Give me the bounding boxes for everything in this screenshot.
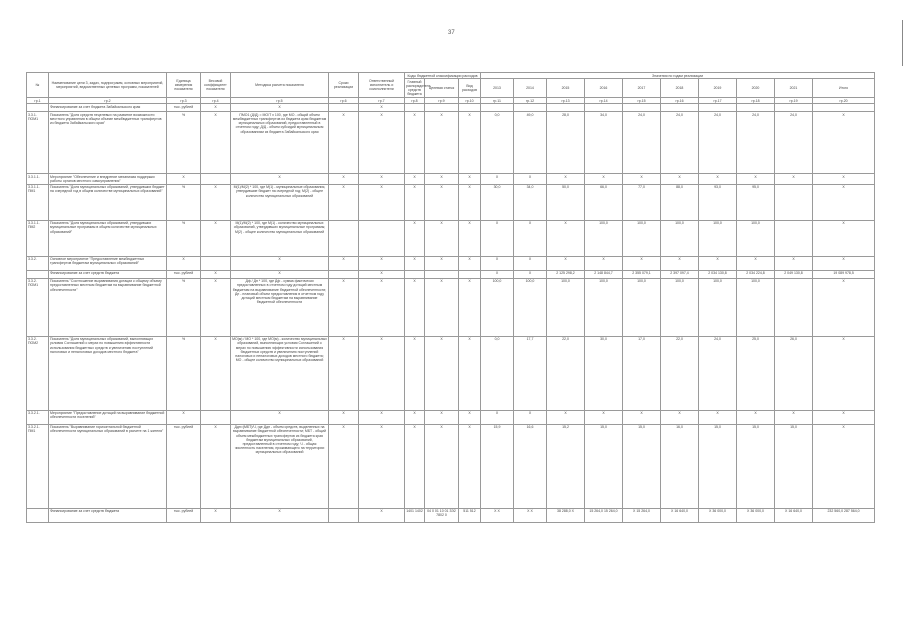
table-cell: 24,0 bbox=[699, 336, 737, 410]
row-name-cell: Показатель "Доля муниципальных образований, утвердивших бюджет на очередной год в общем количестве муниципальных образований" bbox=[49, 184, 167, 220]
row-name-cell: Показатель "Доля муниципальных образований, утвердивших муниципальные программы в общем количестве муниципальных образований" bbox=[49, 220, 167, 256]
table-row bbox=[27, 256, 875, 270]
table-cell: Х bbox=[623, 256, 661, 270]
table-cell: Х bbox=[201, 336, 231, 410]
table-cell: 2 034 130,8 bbox=[699, 270, 737, 278]
table-cell: 24,0 bbox=[699, 112, 737, 174]
table-row bbox=[27, 174, 875, 184]
table-cell: Х bbox=[813, 112, 875, 174]
table-cell: % bbox=[167, 278, 201, 336]
row-name-cell: Показатель "Соотношение выравнивания дотации к общему объему предоставленных местным бюджетам на выравнивание бюджетной обеспеченности" bbox=[49, 278, 167, 336]
table-cell: 88,0 bbox=[661, 184, 699, 220]
table-cell: Х bbox=[481, 410, 514, 424]
table-cell: Х bbox=[359, 184, 405, 220]
table-cell: Х Х bbox=[481, 508, 514, 522]
column-number-cell: гр.7 bbox=[359, 98, 405, 104]
table-cell: Х bbox=[547, 220, 585, 256]
table-cell: % bbox=[167, 336, 201, 410]
table-row bbox=[27, 424, 875, 508]
table-cell: Х bbox=[481, 220, 514, 256]
table-cell: Х bbox=[661, 256, 699, 270]
table-cell bbox=[699, 104, 737, 112]
table-cell: Х bbox=[359, 104, 405, 112]
table-cell: Х bbox=[405, 220, 425, 256]
table-cell: Х bbox=[459, 174, 481, 184]
table-cell: Х bbox=[405, 278, 425, 336]
table-cell bbox=[775, 104, 813, 112]
table-cell bbox=[201, 256, 231, 270]
header-unit: Единица измерения показателя bbox=[167, 73, 201, 98]
header-year: 2017 bbox=[623, 79, 661, 98]
header-executors: Ответственный исполнитель и соисполнители bbox=[359, 73, 405, 98]
row-code-cell: 3.3.2. ПОМ1 bbox=[27, 278, 49, 336]
table-cell: Х bbox=[813, 336, 875, 410]
column-number-cell: гр.10 bbox=[459, 98, 481, 104]
table-cell: Х bbox=[514, 220, 547, 256]
table-cell: Х bbox=[425, 278, 459, 336]
table-cell: Х bbox=[231, 256, 329, 270]
table-cell: 511 512 bbox=[459, 508, 481, 522]
table-cell: Х bbox=[329, 424, 359, 508]
table-cell: Х bbox=[167, 256, 201, 270]
table-cell: Х bbox=[425, 256, 459, 270]
table-cell: Х bbox=[737, 256, 775, 270]
table-row bbox=[27, 508, 875, 522]
table-cell: Х bbox=[514, 410, 547, 424]
column-number-cell: гр.9 bbox=[425, 98, 459, 104]
table-cell: Х bbox=[231, 174, 329, 184]
table-cell: 38 288,0 Х bbox=[547, 508, 585, 522]
table-cell: 34,0 bbox=[585, 112, 623, 174]
table-cell bbox=[459, 270, 481, 278]
table-row bbox=[27, 220, 875, 256]
row-name-cell: Показатель "Выравнивание горизонтальной бюджетной обеспеченности муниципальных образований в расчете на 1 жителя" bbox=[49, 424, 167, 508]
table-cell bbox=[329, 104, 359, 112]
table-cell bbox=[359, 220, 405, 256]
table-cell: тыс. рублей bbox=[167, 508, 201, 522]
table-cell: Х bbox=[201, 220, 231, 256]
table-cell: 22,0 bbox=[661, 336, 699, 410]
table-row bbox=[27, 270, 875, 278]
table-cell: 04 0 01 10 01 3Э2 7802 0 bbox=[425, 508, 459, 522]
row-name-cell: Показатель "Доля муниципальных образований, выполняющих условия Соглашений о мерах по повышению эффективности использования бюджетных средств и увеличению поступлений налоговых и неналоговых доходов местного бюджета" bbox=[49, 336, 167, 410]
table-cell: Х bbox=[359, 508, 405, 522]
row-code-cell: 3.3.1.1. bbox=[27, 174, 49, 184]
table-cell: Х bbox=[459, 112, 481, 174]
table-cell: 17,0 bbox=[623, 336, 661, 410]
table-cell: Х bbox=[359, 270, 405, 278]
table-cell: 34,0 bbox=[514, 184, 547, 220]
table-cell: Х bbox=[201, 184, 231, 220]
table-cell: 15,2 bbox=[547, 424, 585, 508]
column-number-cell: гр.6 bbox=[329, 98, 359, 104]
table-cell: М(1)/М(2) * 100, где М(1) - муниципальные образования, утвердившие бюджет на очередной год; М(2) - общее количество муниципальных образований bbox=[231, 184, 329, 220]
table-row bbox=[27, 104, 875, 112]
table-cell: Х bbox=[585, 256, 623, 270]
table-cell: Ддн=(МБТ)/Ч, где Ддн - объем средств, выделенных на выравнивание бюджетной обеспеченности; МБТ - общий объем межбюджетных трансфертов из бюджета края бюджетам муниципальных образований, предоставленный в отчетном году; Ч - общая численность населения, проживающего на территории муниципальных образований bbox=[231, 424, 329, 508]
column-number-cell: гр.11 bbox=[481, 98, 514, 104]
table-cell: 100,0 bbox=[737, 220, 775, 256]
table-cell: М(1)/М(2) * 100, где М(1) - количество муниципальных образований, утвердивших муниципальные программы; М(2) - общее количество муниципальных образований bbox=[231, 220, 329, 256]
table-cell: Х bbox=[329, 278, 359, 336]
table-cell: Х bbox=[813, 410, 875, 424]
table-cell: Х bbox=[201, 424, 231, 508]
table-cell: Х 16 640,0 bbox=[775, 508, 813, 522]
table-cell: Х bbox=[405, 410, 425, 424]
table-cell: Х bbox=[405, 174, 425, 184]
table-cell: Х bbox=[699, 410, 737, 424]
table-cell bbox=[405, 270, 425, 278]
table-cell: Х bbox=[167, 174, 201, 184]
column-number-cell: гр.20 bbox=[813, 98, 875, 104]
table-cell: 2 397 097,4 bbox=[661, 270, 699, 278]
table-cell bbox=[459, 104, 481, 112]
table-cell: Х bbox=[481, 174, 514, 184]
table-cell: 30,0 bbox=[585, 336, 623, 410]
page-edge-mark bbox=[902, 20, 903, 66]
table-cell: тыс. рублей bbox=[167, 270, 201, 278]
table-cell: Х bbox=[459, 220, 481, 256]
table-cell: Х bbox=[201, 508, 231, 522]
table-cell: Х bbox=[201, 112, 231, 174]
column-number-cell: гр.4 bbox=[201, 98, 231, 104]
row-code-cell: 3.3.2.1. ПМ1 bbox=[27, 424, 49, 508]
table-cell: 77,0 bbox=[623, 184, 661, 220]
table-row bbox=[27, 184, 875, 220]
table-cell: Х bbox=[514, 270, 547, 278]
table-cell bbox=[425, 270, 459, 278]
table-cell: 16,6 bbox=[514, 424, 547, 508]
table-cell: Х bbox=[329, 184, 359, 220]
table-row bbox=[27, 410, 875, 424]
table-cell: Х bbox=[813, 424, 875, 508]
table-cell: 0,0 bbox=[481, 112, 514, 174]
table-cell: 24,0 bbox=[623, 112, 661, 174]
header-year: 2014 bbox=[514, 79, 547, 98]
table-cell: 232 560,0 287 564,0 bbox=[813, 508, 875, 522]
table-cell: Х bbox=[201, 104, 231, 112]
table-cell: Х bbox=[813, 174, 875, 184]
table-cell: Х bbox=[813, 184, 875, 220]
table-cell: Х bbox=[459, 256, 481, 270]
table-cell: Х bbox=[775, 174, 813, 184]
table-cell: Х bbox=[359, 410, 405, 424]
table-cell: Х bbox=[405, 112, 425, 174]
table-cell: 95,0 bbox=[737, 184, 775, 220]
table-cell: 24,0 bbox=[661, 112, 699, 174]
table-cell: % bbox=[167, 184, 201, 220]
row-code-cell: 3.3.2. bbox=[27, 256, 49, 270]
table-row bbox=[27, 278, 875, 336]
table-cell bbox=[201, 410, 231, 424]
table-cell bbox=[623, 104, 661, 112]
table-cell: Х bbox=[405, 256, 425, 270]
table-body bbox=[27, 104, 875, 522]
table-cell: Х bbox=[425, 410, 459, 424]
table-cell: Х bbox=[405, 336, 425, 410]
row-code-cell bbox=[27, 508, 49, 522]
table-row bbox=[27, 112, 875, 174]
row-code-cell bbox=[27, 104, 49, 112]
table-cell: 15 264,0 15 264,0 bbox=[585, 508, 623, 522]
table-cell: 16,0 bbox=[661, 424, 699, 508]
table-cell: Х bbox=[231, 270, 329, 278]
table-cell: % bbox=[167, 220, 201, 256]
table-cell bbox=[775, 220, 813, 256]
table-cell: Х bbox=[359, 112, 405, 174]
table-cell: Х bbox=[623, 410, 661, 424]
table-cell: ПМО1 (Д/Д) = МО/Т х 100, где МО - общий объем межбюджетных трансфертов из бюджета края бюджетам муниципальных образований, предоставленный в отчетном году; Д/Д - объем субсидий муниципальным образованиям из бюджета Забайкальского края bbox=[231, 112, 329, 174]
table-cell: Х bbox=[231, 104, 329, 112]
table-cell: 28,0 bbox=[547, 112, 585, 174]
program-indicators-table bbox=[26, 72, 875, 523]
header-year: 2016 bbox=[585, 79, 623, 98]
table-cell: Х bbox=[425, 112, 459, 174]
table-cell: Х bbox=[329, 256, 359, 270]
table-cell: Х bbox=[405, 184, 425, 220]
column-number-cell: гр.15 bbox=[623, 98, 661, 104]
table-cell: Х bbox=[547, 410, 585, 424]
table-cell: Х bbox=[775, 410, 813, 424]
table-cell: Х bbox=[699, 256, 737, 270]
table-cell: Х bbox=[459, 184, 481, 220]
header-deadline: Сроки реализации bbox=[329, 73, 359, 98]
row-code-cell: 3.3.1.1. ПМ2 bbox=[27, 220, 49, 256]
column-number-cell: гр.16 bbox=[661, 98, 699, 104]
table-cell: Х bbox=[585, 410, 623, 424]
row-name-cell: Основное мероприятие "Предоставление межбюджетных трансфертов бюджетам муниципальных образований" bbox=[49, 256, 167, 270]
header-method: Методика расчета показателя bbox=[231, 73, 329, 98]
table-cell: Х bbox=[661, 174, 699, 184]
table-cell: Х 15 264,0 bbox=[623, 508, 661, 522]
table-cell bbox=[775, 278, 813, 336]
header-year: 2018 bbox=[661, 79, 699, 98]
table-cell: Х bbox=[623, 174, 661, 184]
table-cell: Х bbox=[329, 174, 359, 184]
header-target-article: Целевая статья bbox=[425, 79, 459, 98]
table-cell: Х bbox=[405, 424, 425, 508]
table-cell: Х bbox=[481, 256, 514, 270]
row-name-cell: Показатель "Доля средств нецелевых на развитие возможности местного управления в общем объеме межбюджетных трансфертов из бюджета Забайкальского края" bbox=[49, 112, 167, 174]
table-cell: 93,0 bbox=[699, 184, 737, 220]
table-cell: Х bbox=[547, 174, 585, 184]
table-cell bbox=[813, 104, 875, 112]
column-number-cell: гр.17 bbox=[699, 98, 737, 104]
header-year: 2020 bbox=[737, 79, 775, 98]
table-cell: 15,9 bbox=[481, 424, 514, 508]
table-row bbox=[27, 336, 875, 410]
table-cell: 26,0 bbox=[775, 336, 813, 410]
table-cell: 66,0 bbox=[585, 184, 623, 220]
table-cell bbox=[329, 220, 359, 256]
column-number-cell: гр.8 bbox=[405, 98, 425, 104]
header-weight: Весовой коэффициент показателя bbox=[201, 73, 231, 98]
table-cell bbox=[481, 104, 514, 112]
table-cell bbox=[425, 104, 459, 112]
table-cell: Дф / Дп * 100, где Дф - сумма фактически предоставленных в отчетном году дотаций местным бюджетам на выравнивание бюджетной обеспеченности; Дп - плановый объем предоставления в отчетном году дотаций местным бюджетам на выравнивание бюджетной обеспеченности bbox=[231, 278, 329, 336]
table-cell: МО(м) / МО * 100, где МО(м) - количество муниципальных образований, выполняющих условия Соглашений о мерах по повышению эффективности использования бюджетных средств и увеличению поступлений налоговых и неналоговых доходов местного бюджета; МО - общее количество муниципальных образований bbox=[231, 336, 329, 410]
table-cell: 15,0 bbox=[737, 424, 775, 508]
header-budget-group: Коды бюджетной классификации расходов bbox=[405, 73, 481, 79]
table-cell: 0,0 bbox=[481, 336, 514, 410]
table-cell: 49,0 bbox=[514, 112, 547, 174]
table-cell: Х bbox=[425, 174, 459, 184]
table-cell: Х bbox=[737, 410, 775, 424]
table-cell: тыс. рублей bbox=[167, 424, 201, 508]
table-cell: Х bbox=[329, 336, 359, 410]
table-cell: Х bbox=[425, 184, 459, 220]
table-cell: 100,0 bbox=[547, 278, 585, 336]
page-number: 37 bbox=[448, 30, 455, 36]
table-cell: % bbox=[167, 112, 201, 174]
table-cell: 100,0 bbox=[661, 278, 699, 336]
table-cell: Х bbox=[514, 174, 547, 184]
table-cell: 15,0 bbox=[775, 424, 813, 508]
table-cell: Х bbox=[201, 270, 231, 278]
table-cell: Х bbox=[459, 424, 481, 508]
table-cell: 2 034 224,8 bbox=[737, 270, 775, 278]
header-year: 2021 bbox=[775, 79, 813, 98]
table-cell bbox=[547, 104, 585, 112]
table-cell: Х 16 640,0 bbox=[661, 508, 699, 522]
table-cell: 100,0 bbox=[699, 278, 737, 336]
header-name: Наименование цели 3, задач, подпрограмм, основных мероприятий, мероприятий, ведомственных целевых программ, показателей bbox=[49, 73, 167, 98]
row-code-cell: 3.3.2.1. bbox=[27, 410, 49, 424]
header-year: 2019 bbox=[699, 79, 737, 98]
column-number-cell: гр.14 bbox=[585, 98, 623, 104]
table-cell: Х bbox=[359, 336, 405, 410]
table-cell: Х bbox=[359, 424, 405, 508]
table-cell: Х bbox=[201, 278, 231, 336]
table-cell: 100,0 bbox=[623, 220, 661, 256]
table-cell: 25,0 bbox=[737, 336, 775, 410]
row-code-cell bbox=[27, 270, 49, 278]
row-name-cell: Финансирование за счет средств бюджета bbox=[49, 508, 167, 522]
table-cell: Х bbox=[329, 410, 359, 424]
column-number-cell: гр.5 bbox=[231, 98, 329, 104]
table-cell: Х bbox=[359, 174, 405, 184]
header-num: № bbox=[27, 73, 49, 98]
table-cell: 2 125 298,2 bbox=[547, 270, 585, 278]
table-cell: Х bbox=[425, 220, 459, 256]
table-cell bbox=[405, 104, 425, 112]
table-cell: Х Х bbox=[514, 508, 547, 522]
table-cell: Х bbox=[231, 410, 329, 424]
table-cell: 24,0 bbox=[775, 112, 813, 174]
row-code-cell: 3.3.1.1. ПМ1 bbox=[27, 184, 49, 220]
table-cell: Х bbox=[813, 256, 875, 270]
column-number-cell: гр.12 bbox=[514, 98, 547, 104]
table-cell: 100,0 bbox=[514, 278, 547, 336]
table-cell: Х bbox=[359, 278, 405, 336]
table-cell bbox=[661, 104, 699, 112]
table-cell: Х bbox=[231, 508, 329, 522]
table-cell: тыс. рублей bbox=[167, 104, 201, 112]
table-cell: 100,0 bbox=[585, 220, 623, 256]
table-cell: 2 049 130,8 bbox=[775, 270, 813, 278]
table-cell bbox=[329, 508, 359, 522]
header-gr-main: Главный распорядитель средств бюджета bbox=[406, 79, 431, 97]
table-cell: 100,0 bbox=[737, 278, 775, 336]
table-cell: Х bbox=[459, 410, 481, 424]
table-cell: Х bbox=[699, 174, 737, 184]
header-year: 2015 bbox=[547, 79, 585, 98]
header-year: 2013 bbox=[481, 79, 514, 98]
table-cell: 30,0 bbox=[481, 184, 514, 220]
row-name-cell: Финансирование за счет бюджета Забайкальского края bbox=[49, 104, 167, 112]
column-number-cell: гр.19 bbox=[775, 98, 813, 104]
table-cell: Х bbox=[425, 424, 459, 508]
table-cell: 100,0 bbox=[661, 220, 699, 256]
table-cell: 50,0 bbox=[547, 184, 585, 220]
table-cell: Х bbox=[775, 256, 813, 270]
column-number-cell: гр.13 bbox=[547, 98, 585, 104]
table-cell: 15,0 bbox=[623, 424, 661, 508]
table-cell: Х 36 000,0 bbox=[699, 508, 737, 522]
row-code-cell: 3.3.2. ПОМ2 bbox=[27, 336, 49, 410]
table-cell: Х bbox=[661, 410, 699, 424]
column-number-cell: гр.1 bbox=[27, 98, 49, 104]
table-cell: 15,0 bbox=[699, 424, 737, 508]
table-cell: 15,0 bbox=[585, 424, 623, 508]
row-name-cell: Финансирование за счет средств бюджета bbox=[49, 270, 167, 278]
row-name-cell: Мероприятие "Обеспечение и внедрение механизма поддержки работы органов местного самоуправления" bbox=[49, 174, 167, 184]
table-cell: 19 089 978,5 bbox=[813, 270, 875, 278]
table-cell: Х 36 000,0 bbox=[737, 508, 775, 522]
table-cell: Х bbox=[459, 278, 481, 336]
table-cell: Х bbox=[813, 220, 875, 256]
table-cell: 2 355 079,1 bbox=[623, 270, 661, 278]
table-cell: 24,0 bbox=[737, 112, 775, 174]
table-cell bbox=[514, 104, 547, 112]
table-cell bbox=[329, 270, 359, 278]
table-cell: Х bbox=[425, 336, 459, 410]
table-cell: Х bbox=[547, 256, 585, 270]
table-cell: 100,0 bbox=[699, 220, 737, 256]
table-cell: Х bbox=[481, 270, 514, 278]
table-cell bbox=[201, 174, 231, 184]
table-cell: Х bbox=[167, 410, 201, 424]
table-cell: 100,0 bbox=[623, 278, 661, 336]
table-cell: Х bbox=[329, 112, 359, 174]
header-total: Итого bbox=[813, 79, 875, 98]
table-cell: Х bbox=[459, 336, 481, 410]
table-cell: 17,7 bbox=[514, 336, 547, 410]
header-values-group: Значения по годам реализации bbox=[481, 73, 875, 79]
column-number-cell: гр.3 bbox=[167, 98, 201, 104]
table-cell: 100,0 bbox=[585, 278, 623, 336]
table-cell: 100,0 bbox=[481, 278, 514, 336]
table-cell: Х bbox=[813, 278, 875, 336]
table-cell: Х bbox=[359, 256, 405, 270]
table-cell bbox=[585, 104, 623, 112]
table-cell: Х bbox=[514, 256, 547, 270]
column-number-cell: гр.18 bbox=[737, 98, 775, 104]
table-cell bbox=[737, 104, 775, 112]
table-cell: 22,0 bbox=[547, 336, 585, 410]
header-exp-type: Вид расходов bbox=[459, 79, 481, 98]
table-cell: 1401 1402 bbox=[405, 508, 425, 522]
table-cell: Х bbox=[585, 174, 623, 184]
table-cell: 2 148 844,7 bbox=[585, 270, 623, 278]
table-cell bbox=[775, 184, 813, 220]
column-number-cell: гр.2 bbox=[49, 98, 167, 104]
table-cell: Х bbox=[737, 174, 775, 184]
row-name-cell: Мероприятие "Предоставление дотаций на выравнивание бюджетной обеспеченности поселений" bbox=[49, 410, 167, 424]
row-code-cell: 3.3.1. ПОМ1 bbox=[27, 112, 49, 174]
